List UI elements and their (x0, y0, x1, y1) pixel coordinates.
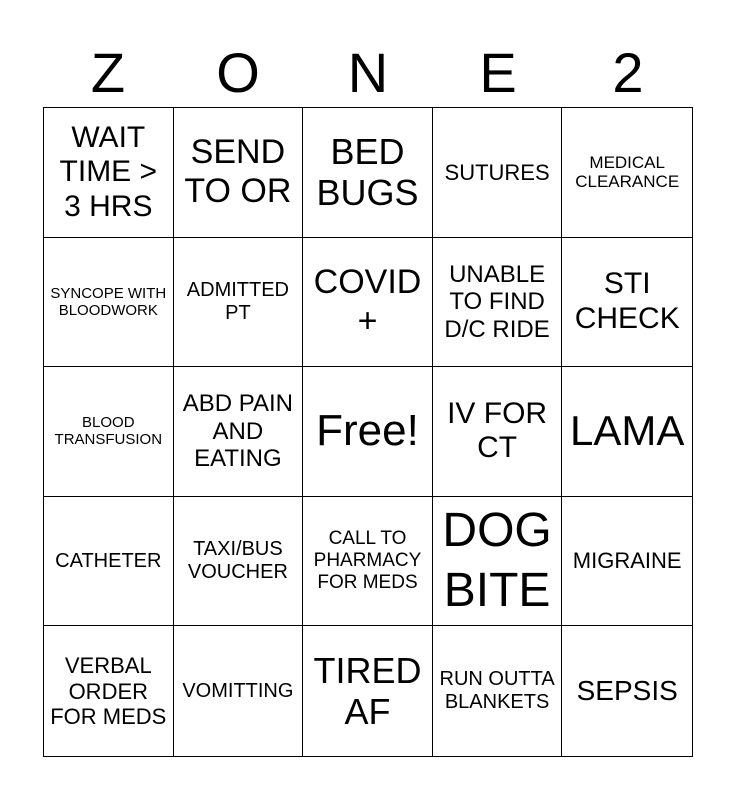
cell-text: WAIT TIME > 3 HRS (59, 120, 158, 223)
bingo-cell[interactable] (433, 497, 563, 627)
bingo-cell[interactable] (174, 238, 304, 368)
bingo-cell[interactable] (562, 238, 692, 368)
title-letter: Z (90, 41, 126, 104)
bingo-cell[interactable] (44, 238, 174, 368)
cell-text: ADMITTED PT (186, 278, 289, 324)
bingo-cell[interactable] (44, 108, 174, 238)
cell-text: SEND TO OR (184, 133, 292, 211)
cell-text: VERBAL ORDER FOR MEDS (50, 653, 167, 729)
cell-text: Free! (316, 406, 419, 456)
cell-text: VOMITTING (182, 679, 294, 702)
cell-text: RUN OUTTA BLANKETS (439, 668, 555, 714)
bingo-cell[interactable] (433, 108, 563, 238)
cell-text: TAXI/BUS VOUCHER (187, 538, 288, 584)
bingo-cell[interactable] (433, 626, 563, 756)
bingo-cell[interactable] (562, 497, 692, 627)
cell-text: SEPSIS (576, 675, 678, 707)
cell-text: SUTURES (444, 159, 550, 185)
bingo-cell[interactable] (44, 367, 174, 497)
bingo-cell[interactable] (562, 367, 692, 497)
cell-text: ABD PAIN AND EATING (182, 390, 294, 473)
cell-text: STI CHECK (574, 267, 680, 335)
cell-text: CALL TO PHARMACY FOR MEDS (313, 528, 422, 594)
bingo-cell[interactable] (303, 108, 433, 238)
bingo-cell[interactable] (303, 497, 433, 627)
bingo-cell[interactable] (303, 626, 433, 756)
cell-text: TIRED AF (313, 649, 422, 733)
title-letter: E (479, 41, 517, 104)
bingo-cell[interactable] (433, 367, 563, 497)
bingo-cell[interactable] (174, 626, 304, 756)
cell-text: COVID + (313, 262, 422, 340)
cell-text: LAMA (570, 407, 685, 455)
cell-text: CATHETER (55, 549, 162, 572)
bingo-cell[interactable] (44, 626, 174, 756)
bingo-cell[interactable] (562, 626, 692, 756)
bingo-cell[interactable] (303, 238, 433, 368)
bingo-cell[interactable] (174, 497, 304, 627)
bingo-cell[interactable] (44, 497, 174, 627)
bingo-cell[interactable] (303, 367, 433, 497)
bingo-cell[interactable] (174, 367, 304, 497)
cell-text: BED BUGS (316, 130, 419, 214)
bingo-cell[interactable] (433, 238, 563, 368)
bingo-board (43, 107, 693, 757)
cell-text: UNABLE TO FIND D/C RIDE (444, 260, 550, 343)
cell-text: MEDICAL CLEARANCE (575, 152, 680, 192)
cell-text: DOG BITE (442, 504, 552, 618)
cell-text: IV FOR CT (447, 396, 548, 465)
bingo-title (43, 38, 693, 108)
title-letter: 2 (612, 41, 644, 104)
title-letter: O (216, 41, 260, 104)
title-letter: N (347, 41, 389, 104)
bingo-cell[interactable] (562, 108, 692, 238)
bingo-cell[interactable] (174, 108, 304, 238)
cell-text: BLOOD TRANSFUSION (54, 414, 163, 449)
cell-text: SYNCOPE WITH BLOODWORK (50, 284, 167, 319)
cell-text: MIGRAINE (572, 548, 682, 574)
